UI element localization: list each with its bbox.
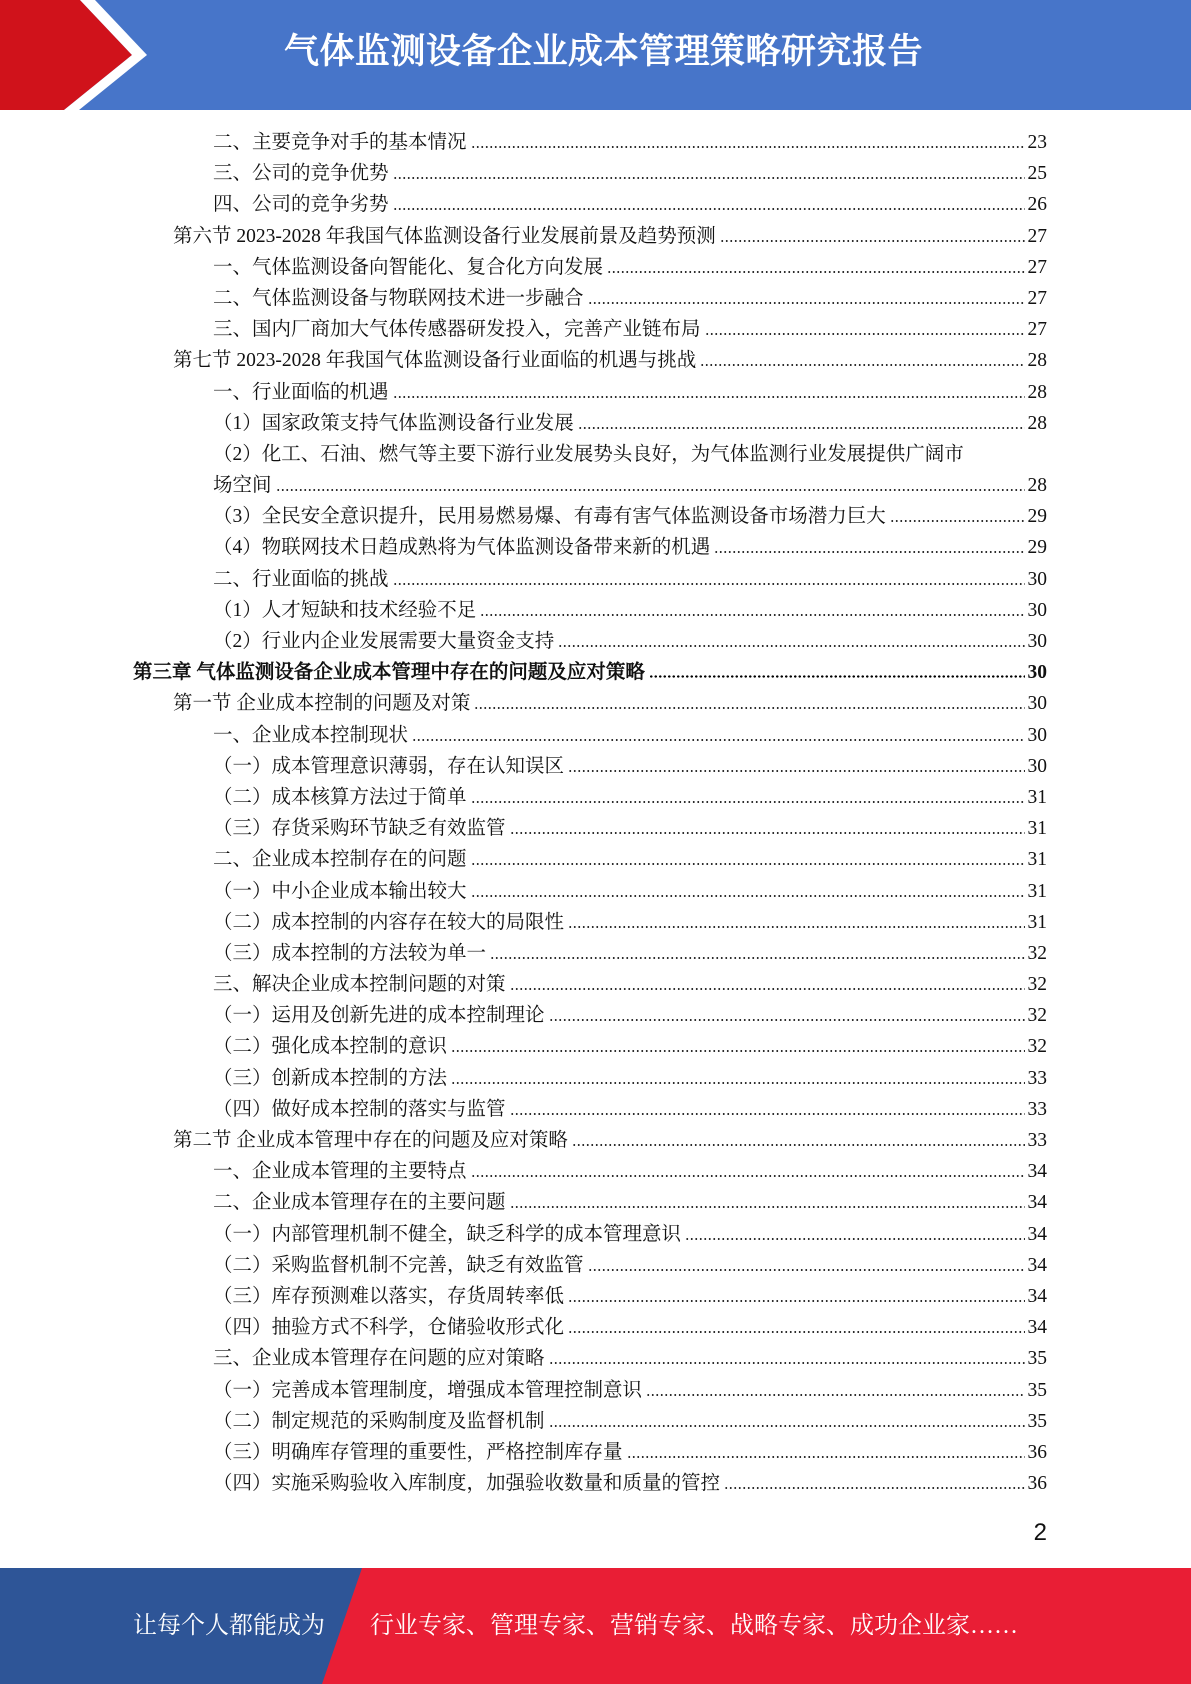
toc-leader-dots bbox=[490, 957, 1024, 959]
toc-page-number: 26 bbox=[1027, 194, 1047, 216]
toc-leader-dots bbox=[700, 364, 1024, 366]
toc-leader-dots bbox=[720, 240, 1025, 242]
toc-entry-title: 第六节 2023-2028 年我国气体监测设备行业发展前景及趋势预测 bbox=[173, 225, 716, 247]
toc-page-number: 30 bbox=[1027, 599, 1047, 621]
toc-subsection-entry bbox=[213, 1343, 1047, 1374]
toc-subsection-entry bbox=[213, 1094, 1047, 1125]
toc-page-number: 31 bbox=[1027, 818, 1047, 840]
toc-leader-dots bbox=[588, 302, 1025, 304]
footer-banner bbox=[0, 1568, 1191, 1684]
toc-leader-dots bbox=[549, 1362, 1025, 1364]
toc-page-number: 30 bbox=[1027, 755, 1047, 777]
toc-leader-dots bbox=[474, 707, 1024, 709]
toc-entry-title: 二、行业面临的挑战 bbox=[213, 568, 389, 590]
toc-leader-dots bbox=[646, 1394, 1024, 1396]
toc-page-number: 35 bbox=[1027, 1348, 1047, 1370]
toc-subsection-entry bbox=[213, 1219, 1047, 1250]
toc-subsection-entry bbox=[213, 314, 1047, 345]
toc-subsection-entry bbox=[213, 501, 1047, 532]
toc-leader-dots bbox=[685, 1238, 1024, 1240]
toc-leader-dots bbox=[510, 832, 1025, 834]
toc-entry-title: （一）内部管理机制不健全，缺乏科学的成本管理意识 bbox=[213, 1223, 682, 1245]
toc-leader-dots bbox=[578, 427, 1025, 429]
toc-subsection-entry bbox=[213, 1312, 1047, 1343]
toc-entry-title: 第三章 气体监测设备企业成本管理中存在的问题及应对策略 bbox=[133, 662, 645, 684]
toc-page-number: 36 bbox=[1027, 1441, 1047, 1463]
toc-entry-title: （三）存货采购环节缺乏有效监管 bbox=[213, 818, 506, 840]
toc-subsection-entry bbox=[213, 252, 1047, 283]
toc-entry-title: 第二节 企业成本管理中存在的问题及应对策略 bbox=[173, 1130, 568, 1151]
toc-subsection-entry bbox=[213, 876, 1047, 907]
toc-leader-dots bbox=[572, 1144, 1025, 1146]
toc-entry-title: 二、气体监测设备与物联网技术进一步融合 bbox=[213, 287, 584, 309]
toc-page-number: 31 bbox=[1027, 849, 1047, 871]
toc-subsection-entry bbox=[213, 751, 1047, 782]
toc-subsection-entry bbox=[213, 1031, 1047, 1062]
toc-leader-dots bbox=[393, 396, 1025, 398]
toc-page-number: 29 bbox=[1027, 537, 1047, 559]
toc-page-number: 30 bbox=[1027, 724, 1047, 746]
toc-entry-title: 三、国内厂商加大气体传感器研发投入，完善产业链布局 bbox=[213, 319, 701, 341]
toc-leader-dots bbox=[393, 208, 1025, 210]
footer-slogan-left: 让每个人都能成为 bbox=[133, 1613, 325, 1639]
toc-leader-dots bbox=[705, 333, 1025, 335]
toc-leader-dots bbox=[471, 801, 1025, 803]
toc-leader-dots bbox=[627, 1456, 1025, 1458]
toc-page-number: 31 bbox=[1027, 911, 1047, 933]
toc-subsection-entry bbox=[213, 1437, 1047, 1468]
toc-page-number: 35 bbox=[1027, 1379, 1047, 1401]
toc-entry-title: 二、主要竞争对手的基本情况 bbox=[213, 132, 467, 153]
toc-page-number: 34 bbox=[1027, 1254, 1047, 1276]
toc-subsection-entry bbox=[213, 938, 1047, 969]
toc-entry-title: 二、企业成本管理存在的主要问题 bbox=[213, 1192, 506, 1214]
toc-subsection-entry bbox=[213, 1156, 1047, 1187]
toc-entry-title: （三）库存预测难以落实，存货周转率低 bbox=[213, 1285, 565, 1307]
toc-page-number: 30 bbox=[1027, 662, 1047, 684]
toc-leader-dots bbox=[568, 770, 1024, 772]
toc-subsection-entry bbox=[213, 1063, 1047, 1094]
toc-leader-dots bbox=[276, 489, 1025, 491]
toc-subsection-entry bbox=[213, 1000, 1047, 1031]
toc-entry-title: （二）成本控制的内容存在较大的局限性 bbox=[213, 911, 565, 933]
toc-page-number: 32 bbox=[1027, 1005, 1047, 1027]
page-number: 2 bbox=[1033, 1519, 1047, 1546]
toc-page-number: 29 bbox=[1027, 506, 1047, 528]
toc-page-number: 30 bbox=[1027, 631, 1047, 652]
toc-page-number: 36 bbox=[1027, 1473, 1047, 1495]
toc-page-number: 33 bbox=[1027, 1067, 1047, 1089]
toc-leader-dots bbox=[451, 1050, 1024, 1052]
toc-subsection-entry bbox=[213, 283, 1047, 314]
toc-entry-title: 第一节 企业成本控制的问题及对策 bbox=[173, 693, 471, 715]
toc-page-number: 23 bbox=[1027, 132, 1047, 153]
toc-entry-title: （四）实施采购验收入库制度，加强验收数量和质量的管控 bbox=[213, 1473, 721, 1495]
toc-page-number: 27 bbox=[1027, 256, 1047, 278]
toc-leader-dots bbox=[607, 271, 1024, 273]
toc-leader-dots bbox=[471, 1175, 1025, 1177]
footer-slogan-right: 行业专家、管理专家、营销专家、战略专家、成功企业家…… bbox=[370, 1613, 1018, 1639]
header-banner bbox=[0, 0, 1191, 110]
toc-subsection-entry bbox=[213, 1468, 1047, 1499]
toc-page-number: 28 bbox=[1027, 381, 1047, 403]
toc-subsection-entry bbox=[213, 158, 1047, 189]
toc-subsection-entry bbox=[213, 720, 1047, 751]
toc-page-number: 27 bbox=[1027, 225, 1047, 247]
toc-subsection-entry bbox=[213, 1375, 1047, 1406]
toc-leader-dots bbox=[890, 520, 1025, 522]
toc-entry-title: （四）做好成本控制的落实与监管 bbox=[213, 1098, 506, 1120]
toc-entry-title: 一、行业面临的机遇 bbox=[213, 381, 389, 403]
toc-page-number: 28 bbox=[1027, 412, 1047, 434]
toc-subsection-entry bbox=[213, 782, 1047, 813]
toc-leader-dots bbox=[714, 551, 1024, 553]
toc-leader-dots bbox=[649, 675, 1025, 678]
toc-page-number: 33 bbox=[1027, 1130, 1047, 1151]
toc-entry-title: （三）成本控制的方法较为单一 bbox=[213, 942, 487, 964]
toc-subsection-entry bbox=[213, 532, 1047, 563]
toc-entry-title: 三、公司的竞争优势 bbox=[213, 163, 389, 185]
toc-subsection-entry bbox=[213, 1250, 1047, 1281]
toc-page-number: 34 bbox=[1027, 1192, 1047, 1214]
toc-page-number: 31 bbox=[1027, 880, 1047, 902]
toc-subsection-entry bbox=[213, 907, 1047, 938]
toc-entry-title: （二）成本核算方法过于简单 bbox=[213, 786, 467, 808]
toc-entry-title: （四）抽验方式不科学，仓储验收形式化 bbox=[213, 1317, 565, 1339]
toc-leader-dots bbox=[549, 1019, 1025, 1021]
toc-chapter-entry bbox=[133, 657, 1047, 688]
toc-entry-title: （一）完善成本管理制度，增强成本管理控制意识 bbox=[213, 1379, 643, 1401]
toc-subsection-entry bbox=[213, 408, 1047, 439]
toc-leader-dots bbox=[393, 583, 1025, 585]
toc-page-number: 28 bbox=[1027, 350, 1047, 372]
toc-page-number: 27 bbox=[1027, 287, 1047, 309]
toc-leader-dots bbox=[510, 1113, 1025, 1115]
toc-page-number: 34 bbox=[1027, 1317, 1047, 1339]
toc-page-number: 32 bbox=[1027, 1036, 1047, 1058]
toc-entry-title: 第七节 2023-2028 年我国气体监测设备行业面临的机遇与挑战 bbox=[173, 350, 697, 372]
toc-entry-title: （三）创新成本控制的方法 bbox=[213, 1067, 448, 1089]
report-title: 气体监测设备企业成本管理策略研究报告 bbox=[283, 32, 923, 71]
toc-subsection-entry bbox=[213, 377, 1047, 408]
toc-subsection-entry bbox=[213, 127, 1047, 158]
toc-entry-title: （1）国家政策支持气体监测设备行业发展 bbox=[213, 412, 574, 434]
toc-section-entry bbox=[173, 688, 1047, 719]
toc-subsection-entry bbox=[213, 439, 1047, 470]
toc-entry-title: 三、企业成本管理存在问题的应对策略 bbox=[213, 1348, 545, 1370]
toc-subsection-entry bbox=[213, 844, 1047, 875]
toc-section-entry bbox=[173, 1125, 1047, 1156]
toc-leader-dots bbox=[510, 988, 1025, 990]
toc-page-number: 32 bbox=[1027, 974, 1047, 996]
toc-leader-dots bbox=[558, 645, 1024, 647]
toc-entry-title: 一、气体监测设备向智能化、复合化方向发展 bbox=[213, 256, 604, 278]
toc-page-number: 27 bbox=[1027, 319, 1047, 341]
toc-leader-dots bbox=[471, 146, 1025, 148]
toc-page-number: 33 bbox=[1027, 1098, 1047, 1120]
toc-leader-dots bbox=[510, 1206, 1025, 1208]
toc-subsection-entry bbox=[213, 813, 1047, 844]
toc-leader-dots bbox=[471, 895, 1025, 897]
toc-entry-title: （二）制定规范的采购制度及监督机制 bbox=[213, 1410, 545, 1432]
toc-entry-title: 二、企业成本控制存在的问题 bbox=[213, 849, 467, 871]
toc-page-number: 34 bbox=[1027, 1223, 1047, 1245]
toc-subsection-entry-continuation bbox=[213, 470, 1047, 501]
toc-subsection-entry bbox=[213, 1406, 1047, 1437]
table-of-contents bbox=[0, 127, 1191, 1499]
toc-entry-title: 三、解决企业成本控制问题的对策 bbox=[213, 974, 506, 996]
toc-page-number: 34 bbox=[1027, 1161, 1047, 1183]
toc-subsection-entry bbox=[213, 189, 1047, 220]
toc-page-number: 35 bbox=[1027, 1410, 1047, 1432]
toc-page-number: 25 bbox=[1027, 163, 1047, 185]
toc-page-number: 32 bbox=[1027, 942, 1047, 964]
toc-page-number: 34 bbox=[1027, 1285, 1047, 1307]
toc-entry-title: 四、公司的竞争劣势 bbox=[213, 194, 389, 216]
toc-leader-dots bbox=[588, 1269, 1025, 1271]
toc-entry-title: （三）明确库存管理的重要性，严格控制库存量 bbox=[213, 1441, 623, 1463]
toc-subsection-entry bbox=[213, 1281, 1047, 1312]
toc-entry-title: （2）化工、石油、燃气等主要下游行业发展势头良好，为气体监测行业发展提供广阔市 bbox=[213, 443, 964, 465]
toc-entry-title: 一、企业成本控制现状 bbox=[213, 724, 409, 746]
toc-entry-title: （二）采购监督机制不完善，缺乏有效监管 bbox=[213, 1254, 584, 1276]
toc-entry-title: （3）全民安全意识提升，民用易燃易爆、有毒有害气体监测设备市场潜力巨大 bbox=[213, 506, 886, 528]
toc-page-number: 30 bbox=[1027, 693, 1047, 715]
toc-section-entry bbox=[173, 221, 1047, 252]
toc-leader-dots bbox=[451, 1082, 1024, 1084]
toc-page-number: 31 bbox=[1027, 786, 1047, 808]
toc-entry-title: 一、企业成本管理的主要特点 bbox=[213, 1161, 467, 1183]
toc-entry-title: （2）行业内企业发展需要大量资金支持 bbox=[213, 631, 555, 652]
toc-leader-dots bbox=[568, 926, 1024, 928]
toc-section-entry bbox=[173, 345, 1047, 376]
toc-subsection-entry bbox=[213, 626, 1047, 657]
toc-subsection-entry bbox=[213, 1187, 1047, 1218]
toc-entry-title: （4）物联网技术日趋成熟将为气体监测设备带来新的机遇 bbox=[213, 537, 711, 559]
toc-entry-title: （二）强化成本控制的意识 bbox=[213, 1036, 448, 1058]
toc-subsection-entry bbox=[213, 595, 1047, 626]
toc-entry-title: （一）运用及创新先进的成本控制理论 bbox=[213, 1005, 545, 1027]
toc-entry-title: （一）成本管理意识薄弱，存在认知误区 bbox=[213, 755, 565, 777]
toc-leader-dots bbox=[412, 739, 1024, 741]
toc-page-number: 28 bbox=[1027, 475, 1047, 497]
toc-subsection-entry bbox=[213, 969, 1047, 1000]
toc-leader-dots bbox=[471, 863, 1025, 865]
toc-subsection-entry bbox=[213, 564, 1047, 595]
toc-leader-dots bbox=[393, 177, 1025, 179]
toc-entry-title: 场空间 bbox=[213, 475, 272, 497]
toc-entry-title: （1）人才短缺和技术经验不足 bbox=[213, 599, 477, 621]
toc-leader-dots bbox=[568, 1331, 1024, 1333]
toc-entry-title: （一）中小企业成本输出较大 bbox=[213, 880, 467, 902]
toc-leader-dots bbox=[568, 1300, 1024, 1302]
toc-leader-dots bbox=[480, 614, 1024, 616]
toc-leader-dots bbox=[549, 1425, 1025, 1427]
toc-page-number: 30 bbox=[1027, 568, 1047, 590]
toc-leader-dots bbox=[724, 1487, 1024, 1489]
